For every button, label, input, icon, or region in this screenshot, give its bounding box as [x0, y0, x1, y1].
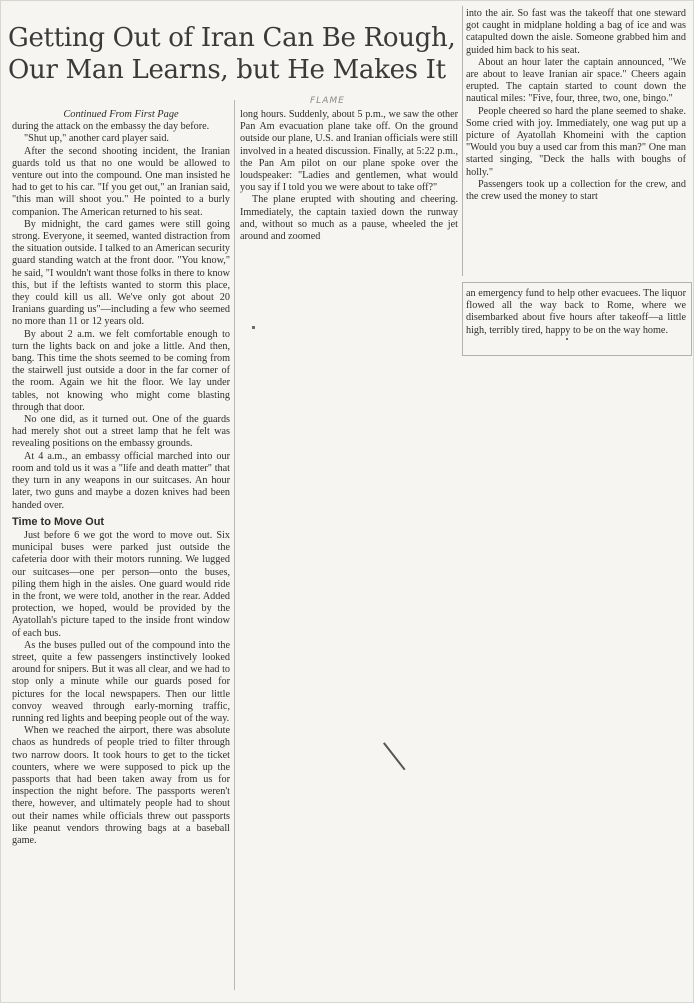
- paragraph: At 4 a.m., an embassy official marched into our room and told us it was a "life and death matter" that they turn in any weapons in our suitcases. An hour later, two guns and maybe a dozen knives had been handed over.: [12, 450, 230, 511]
- paragraph: When we reached the airport, there was absolute chaos as hundreds of people tried to filter through two narrow doors. It took hours to get to the ticket counters, where we were supposed to pick up the passports that had been taken away from us for inspection the night before. The passports weren't there, however, and ultimately people had to shout out their names while officials threw out passports like peanut vendors throwing bags at a baseball game.: [12, 725, 230, 846]
- subhead: Time to Move Out: [12, 515, 105, 528]
- article-column-1: [12, 109, 230, 847]
- column-rule: [234, 100, 235, 990]
- scan-speck: [252, 326, 255, 329]
- paragraph: By midnight, the card games were still going strong. Everyone, it seemed, wanted distraction from the situation outside. I talked to an American security guard standing watch at the front door. "You know," he said, "I wouldn't want those folks in there to know this, but if the leftists wanted to storm this place, they could kill us all. We've only got about 20 Iranians guarding us"—including a few who seemed no more than 11 or 12 years old.: [12, 218, 230, 328]
- paragraph: "Shut up," another card player said.: [24, 133, 169, 145]
- paragraph: during the attack on the embassy the day before.: [12, 121, 210, 133]
- paragraph: long hours. Suddenly, about 5 p.m., we saw the other Pan Am evacuation plane take off. On the ground outside our plane, U.S. and Iranian officials were still involved in a heated discussion. Finally, at 5:22 p.m., the Pan Am pilot on our plane spoke over the loudspeaker: "Ladies and gentlemen, what would you say if I told you we were about to take off?": [240, 109, 458, 194]
- scan-speck: [566, 338, 568, 340]
- paragraph: About an hour later the captain announced, "We are about to leave Iranian air space." Cheers again erupted. The captain started to count down the nautical miles: "Five, four, three, two, one, bingo.": [466, 56, 686, 105]
- paragraph: Passengers took up a collection for the crew, and the crew used the money to start: [466, 178, 686, 203]
- headline: Getting Out of Iran Can Be Rough, Our Man Learns, but He Makes It: [8, 23, 456, 85]
- article-column-3: [466, 8, 686, 203]
- paragraph: The plane erupted with shouting and cheering. Immediately, the captain taxied down the runway and, without so much as a pause, wheeled the jet around and zoomed: [240, 194, 458, 243]
- jump-line: Continued From First Page: [63, 109, 179, 120]
- article-column-2: [240, 109, 458, 243]
- article-continuation: [466, 288, 686, 337]
- paragraph: into the air. So fast was the takeoff that one steward got caught in midplane holding a bag of ice and was catapulted down the aisle. Someone grabbed him and guided him back to his seat.: [466, 8, 686, 56]
- paragraph: After the second shooting incident, the Iranian guards told us that no one would be allowed to venture out into the compound. One man insisted he had to get to his car. "If you get out," an Iranian said, "this man will shoot you." He pointed to a burly companion. The American returned to his seat.: [12, 145, 230, 218]
- paragraph: People cheered so hard the plane seemed to shake. Some cried with joy. Immediately, one wag put up a picture of Ayatollah Khomeini with the caption "Would you buy a used car from this man?" One man started singing, "Deck the halls with boughs of holly.": [466, 105, 686, 178]
- paragraph: As the buses pulled out of the compound into the street, quite a few passengers instinctively looked around for snipers. But it was all clear, and we had to stop only a minute while our guards posed for pictures for the local newspapers. Then our little convoy weaved through early-morning traffic, running red lights and beeping people out of the way.: [12, 639, 230, 724]
- paragraph: an emergency fund to help other evacuees. The liquor flowed all the way back to Rome, where we disembarked about five hours after takeoff—a little high, terribly tired, happy to be on the way home.: [466, 288, 686, 336]
- paragraph: By about 2 a.m. we felt comfortable enough to turn the lights back on and joke a little. And then, bang. This time the shots seemed to be coming from the stairwell just outside a door in the far corner of the room. Again we hit the floor. We lay under tables, not knowing who might come blasting through that door.: [12, 328, 230, 413]
- paragraph: Just before 6 we got the word to move out. Six municipal buses were parked just outside the cafeteria door with their motors running. We lugged our suitcases—one per person—onto the buses, piling them high in the aisles. One guard would ride in the front, we were told, another in the rear. Added protection, we hoped, would be provided by the Ayatollah's picture taped to the inside front window of each bus.: [12, 529, 230, 639]
- pencil-annotation: FLAME: [310, 96, 345, 106]
- paragraph: No one did, as it turned out. One of the guards had merely shot out a street lamp that he felt was revealing positions on the embassy grounds.: [12, 414, 230, 450]
